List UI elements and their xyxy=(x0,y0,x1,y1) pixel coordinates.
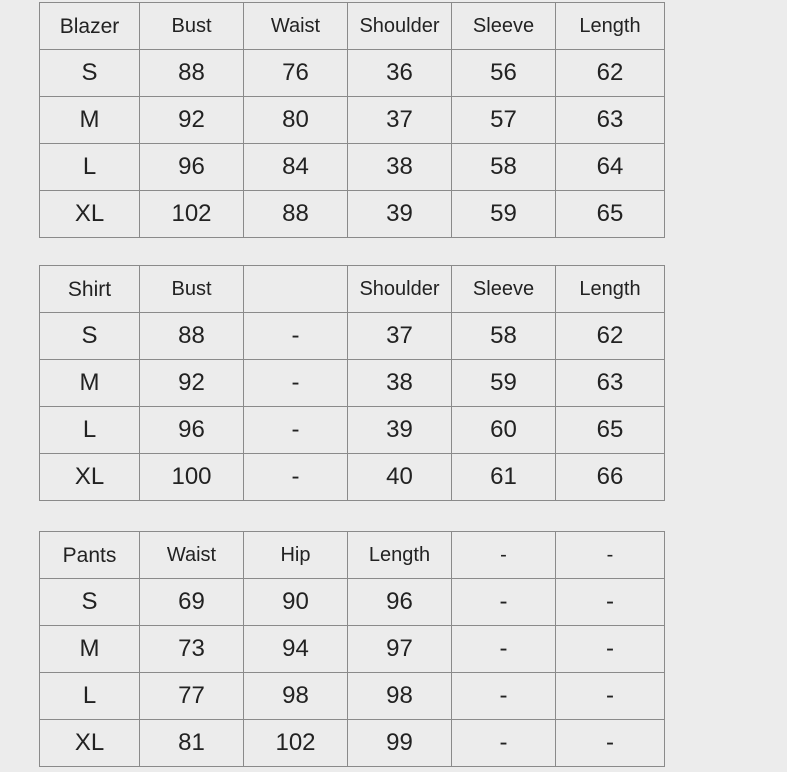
table-cell: - xyxy=(244,454,348,501)
table-header-row xyxy=(40,3,665,50)
table-row xyxy=(40,579,665,626)
table-cell: - xyxy=(244,407,348,454)
table-cell: 63 xyxy=(556,97,665,144)
size-label: M xyxy=(40,360,140,407)
table-cell: 37 xyxy=(348,313,452,360)
table-row xyxy=(40,360,665,407)
size-label: L xyxy=(40,673,140,720)
table-cell: 84 xyxy=(244,144,348,191)
table-row xyxy=(40,50,665,97)
table-row xyxy=(40,144,665,191)
table-cell: 37 xyxy=(348,97,452,144)
table-cell: 100 xyxy=(140,454,244,501)
table-cell: 96 xyxy=(140,144,244,191)
table-cell: - xyxy=(556,579,665,626)
table-cell: 39 xyxy=(348,407,452,454)
table-cell: 36 xyxy=(348,50,452,97)
table-cell: 81 xyxy=(140,720,244,767)
size-label: S xyxy=(40,50,140,97)
table-row xyxy=(40,626,665,673)
column-header: Waist xyxy=(244,3,348,50)
table-cell: 102 xyxy=(244,720,348,767)
table-cell: 56 xyxy=(452,50,556,97)
column-header: Length xyxy=(348,532,452,579)
table-cell: - xyxy=(452,626,556,673)
table-cell: 96 xyxy=(140,407,244,454)
table-cell: 102 xyxy=(140,191,244,238)
table-cell: - xyxy=(556,673,665,720)
table-header-row xyxy=(40,532,665,579)
shirt-size-table xyxy=(39,265,665,501)
table-cell: 64 xyxy=(556,144,665,191)
table-cell: 60 xyxy=(452,407,556,454)
size-label: M xyxy=(40,626,140,673)
column-header: Sleeve xyxy=(452,266,556,313)
table-row xyxy=(40,313,665,360)
column-header xyxy=(244,266,348,313)
table-cell: - xyxy=(452,579,556,626)
size-label: XL xyxy=(40,191,140,238)
table-cell: 96 xyxy=(348,579,452,626)
table-header-row xyxy=(40,266,665,313)
size-label: XL xyxy=(40,454,140,501)
table-cell: 59 xyxy=(452,191,556,238)
table-cell: 65 xyxy=(556,407,665,454)
size-label: XL xyxy=(40,720,140,767)
table-cell: 92 xyxy=(140,97,244,144)
column-header: Shoulder xyxy=(348,266,452,313)
table-cell: 61 xyxy=(452,454,556,501)
table-cell: 40 xyxy=(348,454,452,501)
column-header: Waist xyxy=(140,532,244,579)
table-cell: 57 xyxy=(452,97,556,144)
table-row xyxy=(40,97,665,144)
column-header: Shoulder xyxy=(348,3,452,50)
blazer-size-table xyxy=(39,2,665,238)
table-cell: - xyxy=(556,720,665,767)
table-row xyxy=(40,720,665,767)
table-row xyxy=(40,407,665,454)
size-label: M xyxy=(40,97,140,144)
column-header: Sleeve xyxy=(452,3,556,50)
size-label: S xyxy=(40,579,140,626)
table-row xyxy=(40,454,665,501)
table-cell: 58 xyxy=(452,313,556,360)
table-title: Blazer xyxy=(40,3,140,50)
table-cell: 98 xyxy=(348,673,452,720)
table-cell: 59 xyxy=(452,360,556,407)
table-cell: 88 xyxy=(140,313,244,360)
table-cell: 66 xyxy=(556,454,665,501)
table-cell: 62 xyxy=(556,50,665,97)
table-cell: 97 xyxy=(348,626,452,673)
table-cell: 94 xyxy=(244,626,348,673)
column-header: Length xyxy=(556,3,665,50)
table-cell: - xyxy=(556,626,665,673)
column-header: Hip xyxy=(244,532,348,579)
table-title: Pants xyxy=(40,532,140,579)
size-label: S xyxy=(40,313,140,360)
table-cell: - xyxy=(452,673,556,720)
column-header: - xyxy=(556,532,665,579)
table-cell: 77 xyxy=(140,673,244,720)
column-header: Bust xyxy=(140,3,244,50)
table-cell: - xyxy=(452,720,556,767)
column-header: Bust xyxy=(140,266,244,313)
table-cell: 99 xyxy=(348,720,452,767)
table-cell: 69 xyxy=(140,579,244,626)
pants-size-table xyxy=(39,531,665,767)
column-header: - xyxy=(452,532,556,579)
table-cell: 92 xyxy=(140,360,244,407)
table-cell: 65 xyxy=(556,191,665,238)
table-row xyxy=(40,673,665,720)
table-cell: 88 xyxy=(140,50,244,97)
table-cell: - xyxy=(244,360,348,407)
table-cell: 38 xyxy=(348,360,452,407)
table-cell: 58 xyxy=(452,144,556,191)
table-cell: - xyxy=(244,313,348,360)
size-label: L xyxy=(40,407,140,454)
size-label: L xyxy=(40,144,140,191)
table-cell: 38 xyxy=(348,144,452,191)
table-cell: 80 xyxy=(244,97,348,144)
table-row xyxy=(40,191,665,238)
table-cell: 76 xyxy=(244,50,348,97)
column-header: Length xyxy=(556,266,665,313)
table-cell: 90 xyxy=(244,579,348,626)
table-title: Shirt xyxy=(40,266,140,313)
table-cell: 98 xyxy=(244,673,348,720)
table-cell: 88 xyxy=(244,191,348,238)
table-cell: 39 xyxy=(348,191,452,238)
table-cell: 63 xyxy=(556,360,665,407)
table-cell: 62 xyxy=(556,313,665,360)
table-cell: 73 xyxy=(140,626,244,673)
